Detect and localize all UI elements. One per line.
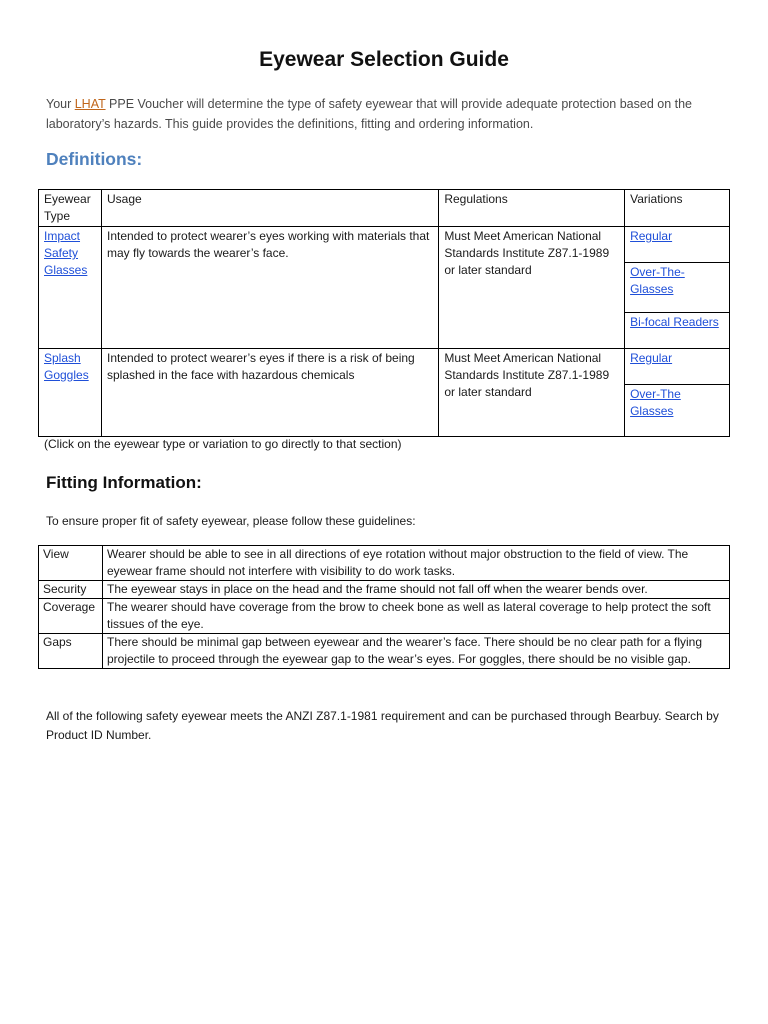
definitions-header-row (39, 190, 730, 227)
fitting-intro: To ensure proper fit of safety eyewear, please follow these guidelines: (46, 514, 416, 528)
table-note: (Click on the eyewear type or variation to go directly to that section) (44, 437, 402, 451)
header-eyewear-type: Eyewear Type (39, 190, 102, 227)
table-row (39, 349, 730, 385)
definitions-table (38, 189, 730, 437)
fit-text: Wearer should be able to see in all directions of eye rotation without major obstruction to the field of view. The eyewear frame should not interfere with visibility to do work tasks. (102, 546, 729, 581)
variation-over-the-glasses-link[interactable]: Over-The Glasses (630, 387, 681, 418)
intro-text-before: Your (46, 97, 75, 111)
fitting-heading: Fitting Information: (46, 473, 202, 492)
lhat-link[interactable]: LHAT (74, 97, 106, 111)
page-title: Eyewear Selection Guide (259, 48, 509, 71)
header-regulations: Regulations (439, 190, 625, 227)
variation-regular-link[interactable]: Regular (630, 229, 673, 243)
splash-goggles-link[interactable]: Splash Goggles (44, 351, 89, 382)
header-usage: Usage (101, 190, 438, 227)
table-row (39, 546, 730, 581)
fit-label: Security (39, 581, 103, 599)
variation-regular-link[interactable]: Regular (630, 351, 673, 365)
usage-cell: Intended to protect wearer’s eyes working with materials that may fly towards the wearer’s face. (101, 227, 438, 349)
fit-label: View (39, 546, 103, 581)
intro-paragraph (46, 94, 726, 134)
usage-cell: Intended to protect wearer’s eyes if there is a risk of being splashed in the face with hazardous chemicals (101, 349, 438, 437)
table-row (39, 581, 730, 599)
fit-text: There should be minimal gap between eyewear and the wearer’s face. There should be no clear path for a flying projectile to proceed through the eyewear gap to the wear’s eyes. For goggles, there should be no visible gap. (102, 634, 729, 669)
regulations-cell: Must Meet American National Standards Institute Z87.1-1989 or later standard (439, 227, 625, 349)
fitting-table (38, 545, 730, 669)
header-variations: Variations (625, 190, 730, 227)
fit-text: The eyewear stays in place on the head and the frame should not fall off when the wearer bends over. (102, 581, 729, 599)
fit-label: Gaps (39, 634, 103, 669)
intro-text-after: PPE Voucher will determine the type of safety eyewear that will provide adequate protection based on the laboratory’s hazards. This guide provides the definitions, fitting and ordering information. (46, 97, 693, 131)
impact-safety-glasses-link[interactable]: Impact Safety Glasses (44, 229, 88, 277)
table-row (39, 227, 730, 263)
table-row (39, 634, 730, 669)
fit-text: The wearer should have coverage from the brow to cheek bone as well as lateral coverage to help protect the soft tissues of the eye. (102, 599, 729, 634)
fit-label: Coverage (39, 599, 103, 634)
variation-over-the-glasses-link[interactable]: Over-The-Glasses (630, 265, 685, 296)
regulations-cell: Must Meet American National Standards Institute Z87.1-1989 or later standard (439, 349, 625, 437)
definitions-heading: Definitions: (46, 149, 143, 169)
table-row (39, 599, 730, 634)
variation-bifocal-readers-link[interactable]: Bi-focal Readers (630, 315, 719, 329)
closing-paragraph: All of the following safety eyewear meets the ANZI Z87.1-1981 requirement and can be purchased through Bearbuy. Search by Product ID Number. (46, 709, 719, 742)
